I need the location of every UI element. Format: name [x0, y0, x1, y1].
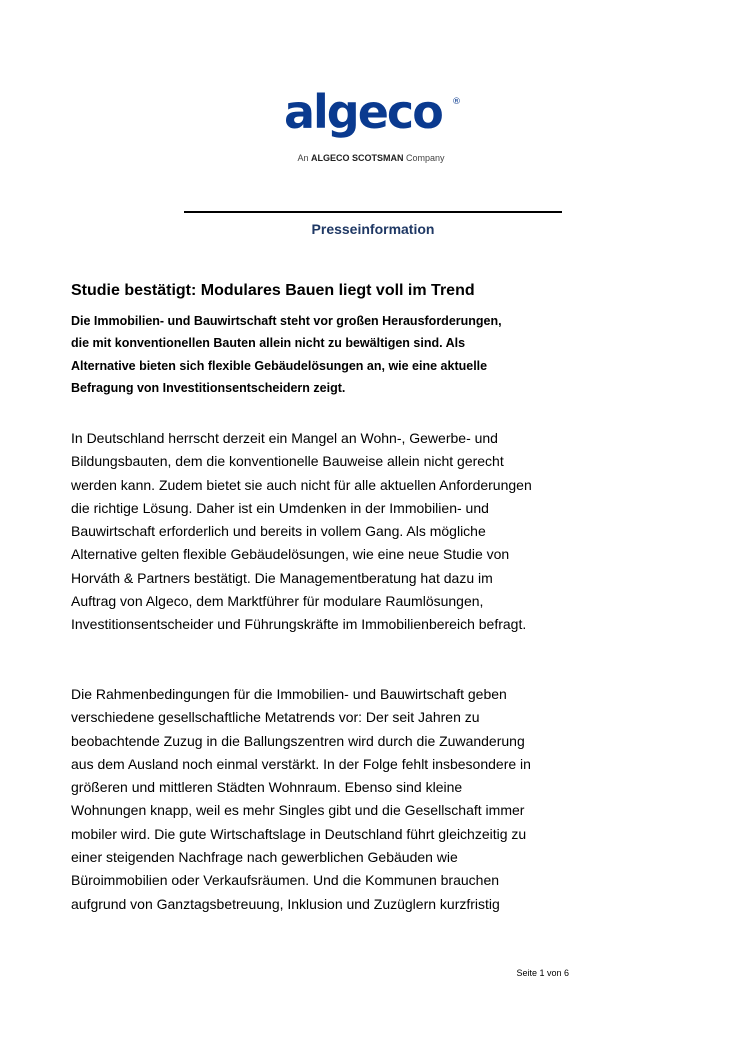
paragraph-line: Bauwirtschaft erforderlich und bereits in vollem Gang. Als mögliche — [71, 523, 486, 540]
lead-line: Alternative bieten sich flexible Gebäudelösungen an, wie eine aktuelle — [71, 358, 488, 373]
lead-paragraph — [71, 310, 591, 399]
lead-line: Die Immobilien- und Bauwirtschaft steht vor großen Herausforderungen, — [71, 314, 502, 328]
logo-wordmark: algeco — [284, 88, 442, 139]
paragraph-line: Wohnungen knapp, weil es mehr Singles gibt und die Gesellschaft immer — [71, 802, 525, 819]
paragraph-line: größeren und mittleren Städten Wohnraum. Ebenso sind kleine — [71, 779, 463, 796]
paragraph-line: Die Rahmenbedingungen für die Immobilien- und Bauwirtschaft geben — [71, 686, 507, 702]
paragraph-line: Horváth & Partners bestätigt. Die Managementberatung hat dazu im — [71, 569, 493, 586]
paragraph-line: In Deutschland herrscht derzeit ein Mangel an Wohn-, Gewerbe- und — [71, 430, 498, 446]
page-number: Seite 1 von 6 — [516, 968, 569, 978]
press-headline: Studie bestätigt: Modulares Bauen liegt voll im Trend — [71, 282, 475, 299]
body-paragraph-1 — [71, 427, 631, 637]
paragraph-line: aufgrund von Ganztagsbetreuung, Inklusion und Zuzüglern kurzfristig — [71, 895, 500, 912]
tagline-brand: ALGECO SCOTSMAN — [310, 153, 404, 163]
paragraph-line: Auftrag von Algeco, dem Marktführer für modulare Raumlösungen, — [71, 593, 484, 610]
paragraph-line: Bildungsbauten, dem die konventionelle Bauweise allein nicht gerecht — [71, 453, 504, 470]
paragraph-line: Büroimmobilien oder Verkaufsräumen. Und die Kommunen brauchen — [71, 872, 500, 889]
tagline-suffix: Company — [406, 153, 445, 163]
lead-line: die mit konventionellen Bauten allein nicht zu bewältigen sind. Als — [71, 336, 466, 351]
paragraph-line: beobachtende Zuzug in die Ballungszentren wird durch die Zuwanderung — [71, 732, 525, 749]
header-divider — [184, 211, 562, 213]
paragraph-line: verschiedene gesellschaftliche Metatrends vor: Der seit Jahren zu — [71, 709, 480, 726]
paragraph-line: Investitionsentscheider und Führungskräfte im Immobilienbereich befragt. — [71, 616, 527, 633]
body-paragraph-2 — [71, 683, 631, 916]
lead-line: Befragung von Investitionsentscheidern zeigt. — [71, 380, 346, 395]
algeco-wordmark-icon — [282, 88, 468, 150]
tagline-prefix: An — [297, 153, 309, 163]
registered-mark: ® — [452, 97, 461, 107]
paragraph-line: die richtige Lösung. Daher ist ein Umdenken in der Immobilien- und — [71, 499, 489, 516]
paragraph-line: mobiler wird. Die gute Wirtschaftslage in Deutschland führt gleichzeitig zu — [71, 825, 527, 842]
section-label: Presseinformation — [311, 221, 435, 237]
paragraph-line: einer steigenden Nachfrage nach gewerblichen Gebäuden wie — [71, 849, 458, 866]
paragraph-line: aus dem Ausland noch einmal verstärkt. In der Folge fehlt insbesondere in — [71, 755, 531, 772]
paragraph-line: werden kann. Zudem bietet sie auch nicht für alle aktuellen Anforderungen — [71, 476, 532, 493]
logo-tagline — [282, 153, 460, 163]
paragraph-line: Alternative gelten flexible Gebäudelösungen, wie eine neue Studie von — [71, 546, 510, 563]
